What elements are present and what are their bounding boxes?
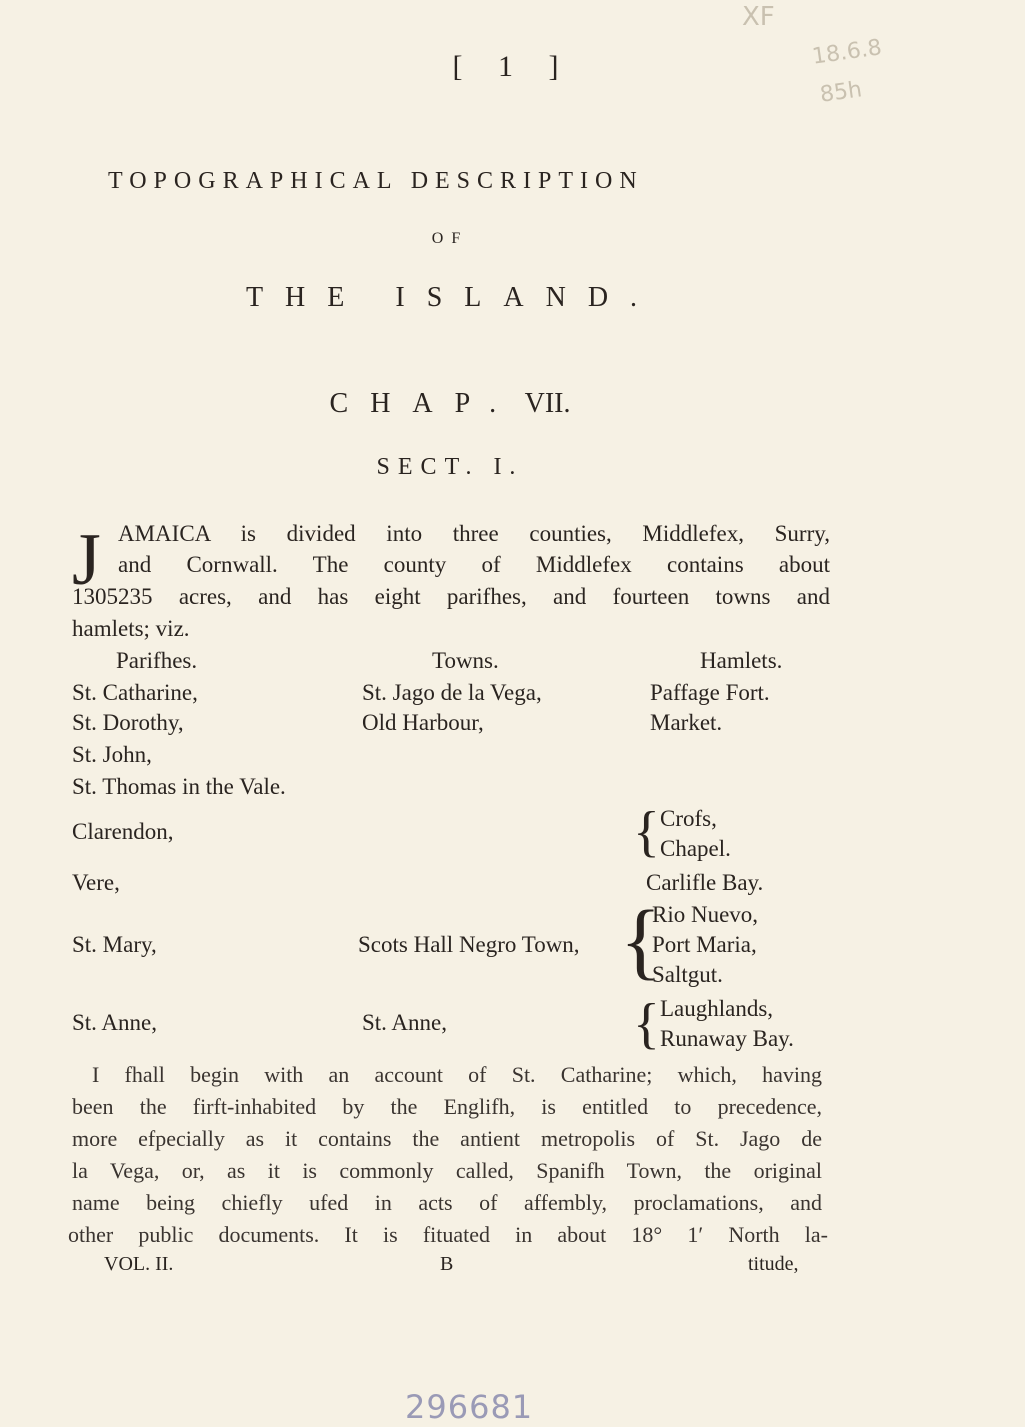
intro-line: and Cornwall. The county of Middlefex contains about [118, 552, 830, 577]
margin-note-ref2: 85h [818, 77, 864, 108]
parish-cell: St. Mary, [72, 932, 157, 957]
body-line: la Vega, or, as it is commonly called, Spanifh Town, the original [72, 1158, 822, 1183]
town-cell: St. Jago de la Vega, [362, 680, 542, 705]
hamlet-cell: Saltgut. [652, 962, 723, 987]
hamlet-cell: Port Maria, [652, 932, 757, 957]
header-towns: Towns. [432, 648, 499, 673]
town-cell: Old Harbour, [362, 710, 484, 735]
body-line: other public documents. It is fituated in about 18° 1′ North la- [68, 1222, 828, 1247]
intro-line: 1305235 acres, and has eight parifhes, and fourteen towns and [72, 584, 830, 609]
drop-cap: J [72, 519, 101, 601]
chapter-heading [0, 388, 900, 420]
hamlet-cell: Chapel. [660, 836, 731, 861]
parish-cell: St. John, [72, 742, 152, 767]
parish-cell: St. Anne, [72, 1010, 157, 1035]
page-folio: [ 1 ] [452, 50, 573, 83]
intro-line: AMAICA is divided into three counties, Middlefex, Surry, [118, 521, 830, 546]
hamlet-cell: Laughlands, [660, 996, 774, 1021]
title-line-3: THE ISLAND. [245, 282, 660, 313]
title-line-2: OF [431, 230, 469, 247]
hamlet-cell: Market. [650, 710, 723, 735]
brace-icon: { [633, 993, 660, 1055]
hamlet-cell: Runaway Bay. [660, 1026, 794, 1051]
section-heading: SECT. I. [376, 454, 524, 480]
hamlet-cell: Paffage Fort. [650, 680, 770, 705]
margin-note-ref1: 18.6.8 [810, 35, 884, 70]
parish-cell: Clarendon, [72, 819, 174, 844]
body-line: name being chiefly ufed in acts of affembly, proclamations, and [72, 1190, 822, 1215]
volume-label: VOL. II. [104, 1253, 174, 1275]
body-line: been the firft-inhabited by the Englifh, is entitled to precedence, [72, 1094, 822, 1119]
body-line: I fhall begin with an account of St. Catharine; which, having [92, 1062, 822, 1087]
hamlet-cell: Crofs, [660, 806, 717, 831]
margin-note-top-right: XF [742, 2, 775, 32]
library-stamp: 296681 [405, 1388, 534, 1426]
parish-cell: St. Catharine, [72, 680, 198, 705]
chapter-number: VII. [524, 388, 571, 419]
signature-mark: B [440, 1253, 454, 1275]
town-cell: St. Anne, [362, 1010, 447, 1035]
body-line: more efpecially as it contains the antient metropolis of St. Jago de [72, 1126, 822, 1151]
chapter-label: CHAP. [329, 388, 519, 419]
catchword: titude, [748, 1253, 799, 1275]
brace-icon: { [620, 892, 662, 988]
intro-line: hamlets; viz. [72, 616, 190, 641]
header-hamlets: Hamlets. [700, 648, 783, 673]
hamlet-cell: Carlifle Bay. [646, 870, 764, 895]
parish-cell: Vere, [72, 870, 120, 895]
title-line-1: TOPOGRAPHICAL DESCRIPTION [108, 168, 644, 194]
hamlet-cell: Rio Nuevo, [652, 902, 759, 927]
brace-icon: { [633, 801, 660, 863]
header-parishes: Parifhes. [116, 648, 198, 673]
parish-cell: St. Dorothy, [72, 710, 184, 735]
parish-cell: St. Thomas in the Vale. [72, 774, 286, 799]
town-cell: Scots Hall Negro Town, [358, 932, 580, 957]
